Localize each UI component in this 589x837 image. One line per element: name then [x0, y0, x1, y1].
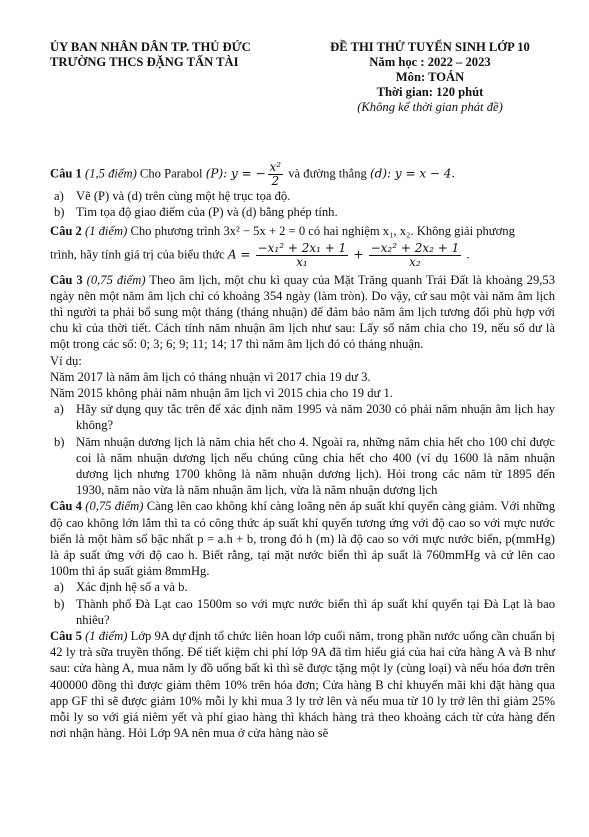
q1-frac-num: x² — [269, 160, 282, 174]
q4-part-a — [50, 579, 555, 595]
header-left — [50, 40, 290, 115]
q3-example-label: Ví dụ: — [50, 353, 82, 368]
school-name: TRƯỜNG THCS ĐẶNG TẤN TÀI — [50, 55, 239, 69]
q5-text: Lớp 9A dự định tổ chức liên hoan lớp cuối năm, trong phần nước uống cần chuẩn bị 42 ly trà sữa truyền thống. Để tiết kiệm chi phí lớp 9A đã tìm hiểu giá của hai cửa hàng A và B như sau: cửa hàng A, mua năm ly đồ uống bất kì thì sẽ được tặng một ly (cùng loại) và nếu hóa đơn trên 400000 đồng thì được giảm thêm 10% trên hóa đơn; Cửa hàng B chỉ khuyến mãi khi đặt hàng qua app GF thì sẽ được giảm 10% mỗi ly khi mua 3 ly trở lên và nếu mua từ 10 ly trở lên thì giảm 25% mỗi ly so với giá niêm yết và phí giao hàng thì khách hàng trả theo khoảng cách từ cửa hàng đến nơi nhận hàng. Hỏi Lớp 9A nên mua ở cửa hàng nào sẽ — [50, 629, 555, 741]
q2-plus: + — [353, 247, 364, 261]
q2-a-eq: A = — [227, 247, 251, 261]
subject: Môn: TOÁN — [395, 70, 465, 84]
q3-stem — [50, 272, 555, 353]
q1-mid: và đường thẳng — [288, 166, 367, 181]
question-5 — [50, 628, 555, 741]
authority-name: ỦY BAN NHÂN DÂN TP. THỦ ĐỨC — [50, 40, 251, 54]
q3-b-label: b) — [54, 434, 65, 449]
q1-part-b — [50, 204, 555, 220]
q2-f2-den: x₂ — [409, 254, 421, 269]
q5-label: Câu 5 — [50, 629, 82, 644]
exam-content — [50, 161, 555, 742]
q1-intro: Cho Parabol — [139, 166, 203, 181]
q4-score: (0,75 điểm) — [85, 499, 144, 514]
q3-example-1: Năm 2017 là năm âm lịch có tháng nhuận vì 2017 chia 19 dư 3. — [50, 369, 371, 384]
q2-f2-num: −x₂² + 2x₂ + 1 — [370, 240, 460, 255]
q5-score: (1 điểm) — [85, 629, 128, 644]
q1-parabola: (P): y = − — [205, 166, 266, 181]
q2-stem — [50, 223, 555, 239]
q3-label: Câu 3 — [50, 272, 83, 287]
q3-a-label: a) — [54, 402, 64, 417]
q1-stem — [50, 161, 555, 188]
question-4 — [50, 498, 555, 628]
q2-f1-den: x₁ — [296, 254, 308, 269]
q3-part-b — [50, 434, 555, 499]
q1-b-text: Tìm tọa độ giao điểm của (P) và (d) bằng phép tính. — [76, 205, 338, 220]
q4-b-label: b) — [54, 596, 65, 611]
q2-line1: Cho phương trình 3x² − 5x + 2 = 0 có hai nghiệm x₁, x₂. Không giải phương — [130, 224, 515, 239]
q3-score: (0,75 điểm) — [86, 272, 146, 287]
q4-text: Càng lên cao không khí càng loãng nên áp suất khí quyển càng giảm. Với những độ cao không lớn lắm thì ta có công thức áp suất khí quyển tương ứng với độ cao so với mực nước biển là một hàm số bậc nhất p = a.h + b, trong đó h (m) là độ cao so với mực nước biển, p(mmHg) là áp suất ứng với độ cao h. Biết rằng, tại mặt nước biển thì áp suất là 760mmHg và cứ lên cao 100m thì áp suất giảm 8mmHg. — [50, 499, 555, 579]
q1-b-label: b) — [54, 205, 65, 220]
q4-stem — [50, 498, 555, 579]
q3-a-text: Hãy sử dụng quy tắc trên để xác định năm 1995 và năm 2030 có phải năm nhuận âm lịch hay không? — [76, 402, 555, 433]
duration: Thời gian: 120 phút — [376, 85, 484, 99]
q3-example-2: Năm 2015 không phải năm nhuận âm lịch vì 2015 chia cho 19 dư 1. — [50, 386, 393, 401]
q2-end: . — [466, 247, 470, 261]
q3-b-text: Năm nhuận dương lịch là năm chia hết cho 4. Ngoài ra, những năm chia hết cho 100 chỉ được coi là năm nhuận dương lịch nếu chúng cũng chia hết cho 400 (ví dụ 1600 là năm nhuận dương lịch nhưng 1700 không là năm nhuận dương lịch). Hỏi trong các năm từ 1895 đến 1930, năm nào vừa là năm nhuận âm lịch, vừa là năm nhuận dương lịch — [76, 434, 555, 498]
q4-a-text: Xác định hệ số a và b. — [76, 580, 188, 595]
q1-parabola-fraction — [268, 161, 284, 188]
q4-label: Câu 4 — [50, 499, 82, 514]
q1-label: Câu 1 — [50, 166, 82, 181]
q1-a-text: Vẽ (P) và (d) trên cùng một hệ trục tọa độ. — [76, 189, 291, 203]
exam-title: ĐỀ THI THỬ TUYỂN SINH LỚP 10 — [330, 40, 530, 54]
q2-line2: trình, hãy tính giá trị của biểu thức — [50, 247, 225, 261]
q2-fraction-2 — [369, 242, 462, 269]
duration-note: (Không kể thời gian phát đề) — [357, 100, 503, 114]
q3-text: Theo âm lịch, một chu kì quay của Mặt Trăng quanh Trái Đất là khoảng 29,53 ngày nên một năm âm lịch chỉ có khoảng 354 ngày (làm tròn). Do vậy, cứ sau một vài năm âm lịch thì người ta phải bổ sung một tháng (tháng nhuận) để đảm bảo năm âm lịch tương đối phù hợp với chu kì của thời tiết. Cách tính năm nhuận âm lịch như sau: Lấy số năm chia cho 19, nếu số dư là một trong các số: 0; 3; 6; 9; 11; 14; 17 thì năm âm lịch đó có tháng nhuận. — [50, 272, 556, 352]
q2-label: Câu 2 — [50, 224, 82, 239]
exam-header — [50, 40, 555, 115]
school-year: Năm học : 2022 – 2023 — [369, 55, 491, 69]
q2-expression-line — [50, 242, 555, 269]
q1-part-a — [50, 188, 555, 204]
q4-a-label: a) — [54, 580, 64, 595]
header-right — [305, 40, 555, 115]
q1-frac-den: 2 — [271, 174, 280, 188]
q2-f1-num: −x₁² + 2x₁ + 1 — [257, 240, 347, 255]
question-2 — [50, 223, 555, 268]
question-3 — [50, 272, 555, 499]
q2-score: (1 điểm) — [85, 224, 128, 239]
q4-part-b — [50, 596, 555, 628]
q2-fraction-1 — [256, 242, 349, 269]
q3-part-a — [50, 401, 555, 433]
q1-line: (d): y = x − 4. — [369, 166, 456, 181]
q1-a-label: a) — [54, 189, 64, 203]
q1-score: (1,5 điểm) — [85, 166, 137, 181]
q5-stem — [50, 628, 555, 741]
q4-b-text: Thành phố Đà Lạt cao 1500m so với mực nước biển thì áp suất khí quyển tại Đà Lạt là bao nhiêu? — [76, 596, 555, 627]
question-1 — [50, 161, 555, 220]
